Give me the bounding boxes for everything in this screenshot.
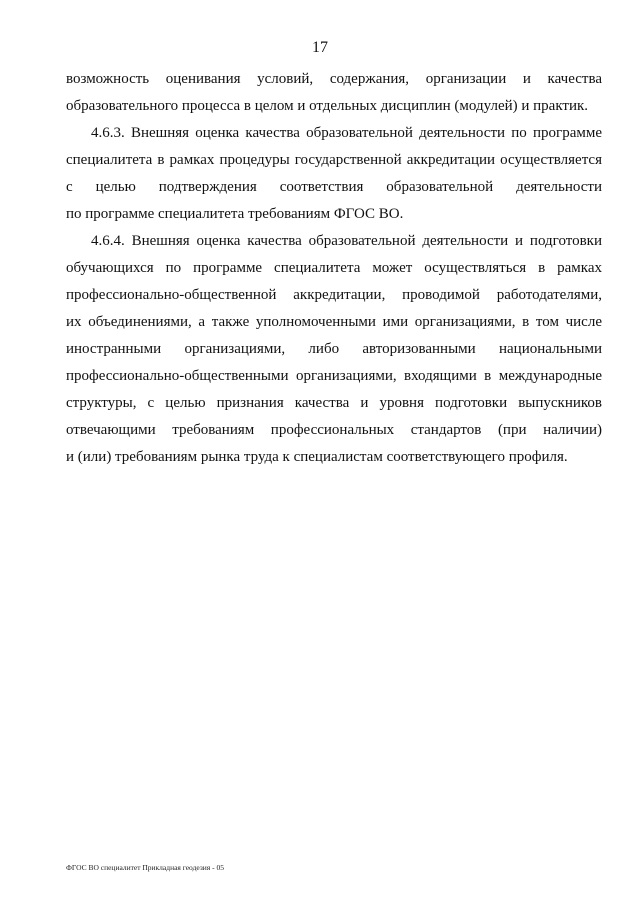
text-line: иностранными организациями, либо авторизованными национальными xyxy=(66,341,602,357)
text-line: их объединениями, а также уполномоченными ими организациями, в том числе xyxy=(66,314,602,330)
text-line: и (или) требованиям рынка труда к специалистам соответствующего профиля. xyxy=(66,449,568,465)
paragraph-4-6-3 xyxy=(66,120,602,228)
text-line: по программе специалитета требованиям ФГОС ВО. xyxy=(66,206,404,222)
text-line: образовательного процесса в целом и отдельных дисциплин (модулей) и практик. xyxy=(66,98,589,114)
text-line: 4.6.3. Внешняя оценка качества образовательной деятельности по программе xyxy=(91,125,602,141)
text-line: специалитета в рамках процедуры государственной аккредитации осуществляется xyxy=(66,152,602,168)
text-line: 4.6.4. Внешняя оценка качества образовательной деятельности и подготовки xyxy=(91,233,602,249)
paragraph-4-6-4 xyxy=(66,228,602,471)
footer-note: ФГОС ВО специалитет Прикладная геодезия - 05 xyxy=(66,863,224,872)
text-line: с целью подтверждения соответствия образовательной деятельности xyxy=(66,179,602,195)
text-line: обучающихся по программе специалитета может осуществляться в рамках xyxy=(66,260,602,276)
text-line: профессионально-общественными организациями, входящими в международные xyxy=(66,368,602,384)
paragraph-continuation xyxy=(66,66,602,120)
text-line: возможность оценивания условий, содержания, организации и качества xyxy=(66,71,602,87)
page-number: 17 xyxy=(312,39,328,56)
text-line: структуры, с целью признания качества и уровня подготовки выпускников xyxy=(66,395,602,411)
text-line: профессионально-общественной аккредитации, проводимой работодателями, xyxy=(66,287,602,303)
text-line: отвечающими требованиям профессиональных стандартов (при наличии) xyxy=(66,422,602,438)
document-body xyxy=(66,66,602,471)
